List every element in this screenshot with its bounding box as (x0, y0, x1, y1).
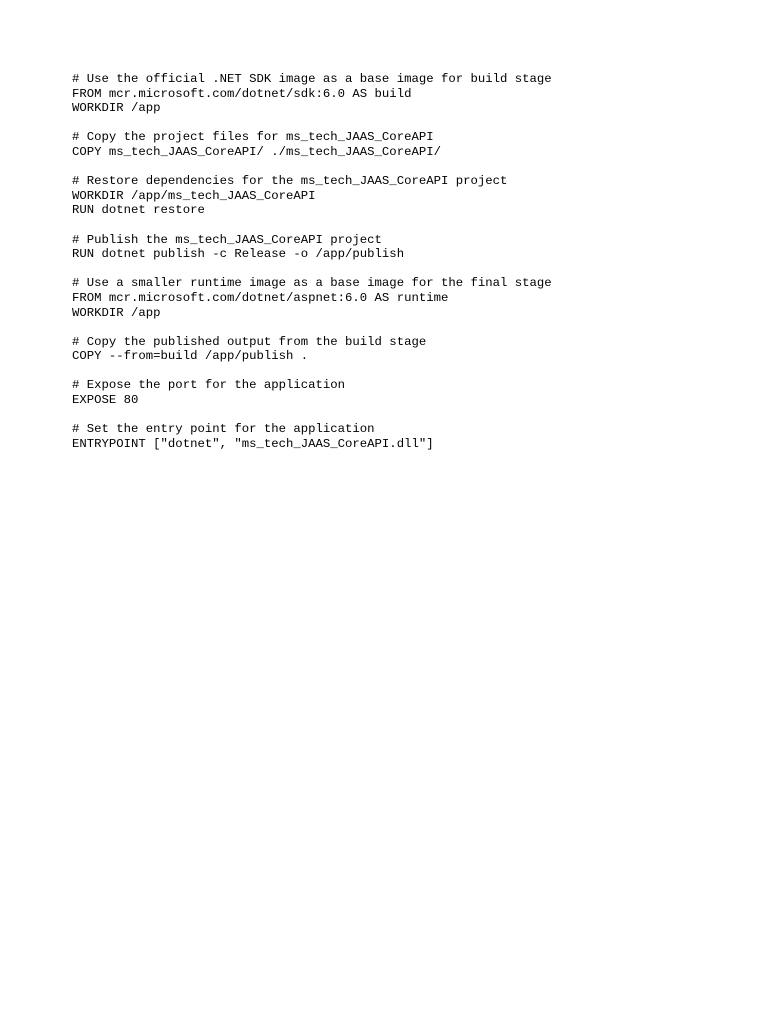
copy-instruction: COPY --from=build /app/publish . (72, 349, 309, 364)
comment-line: # Restore dependencies for the ms_tech_JAAS_CoreAPI project (72, 174, 508, 189)
runtime-stage-block (72, 276, 712, 320)
from-instruction: FROM mcr.microsoft.com/dotnet/sdk:6.0 AS build (72, 86, 412, 101)
workdir-instruction: WORKDIR /app (72, 101, 161, 116)
build-stage-block (72, 72, 712, 116)
comment-line: # Use the official .NET SDK image as a base image for build stage (72, 72, 552, 86)
comment-line: # Use a smaller runtime image as a base image for the final stage (72, 276, 552, 291)
comment-line: # Expose the port for the application (72, 378, 346, 393)
comment-line: # Publish the ms_tech_JAAS_CoreAPI project (72, 232, 382, 247)
copy-project-block (72, 130, 712, 159)
dockerfile-document (72, 72, 712, 466)
workdir-instruction: WORKDIR /app/ms_tech_JAAS_CoreAPI (72, 188, 316, 203)
run-instruction: RUN dotnet publish -c Release -o /app/publish (72, 247, 405, 262)
expose-block (72, 378, 712, 407)
copy-instruction: COPY ms_tech_JAAS_CoreAPI/ ./ms_tech_JAAS_CoreAPI/ (72, 144, 441, 159)
comment-line: # Set the entry point for the application (72, 422, 375, 437)
comment-line: # Copy the published output from the build stage (72, 334, 427, 349)
run-instruction: RUN dotnet restore (72, 203, 205, 218)
workdir-instruction: WORKDIR /app (72, 305, 161, 320)
restore-block (72, 174, 712, 218)
copy-output-block (72, 335, 712, 364)
entrypoint-block (72, 422, 712, 451)
entrypoint-instruction: ENTRYPOINT ["dotnet", "ms_tech_JAAS_CoreAPI.dll"] (72, 436, 434, 451)
comment-line: # Copy the project files for ms_tech_JAAS_CoreAPI (72, 130, 434, 145)
publish-block (72, 233, 712, 262)
expose-instruction: EXPOSE 80 (72, 393, 139, 408)
from-instruction: FROM mcr.microsoft.com/dotnet/aspnet:6.0 AS runtime (72, 290, 449, 305)
